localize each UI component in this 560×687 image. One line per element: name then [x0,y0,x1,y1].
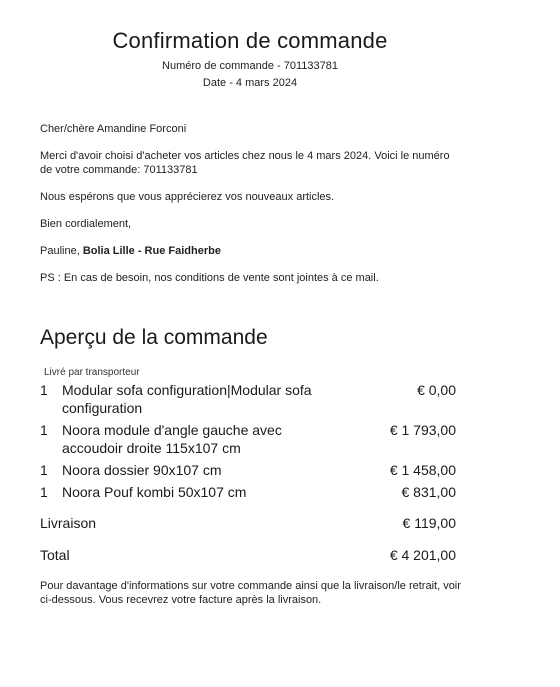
order-date: Date - 4 mars 2024 [202,77,298,89]
list-item [40,381,460,417]
thanks-paragraph: Merci d'avoir choisi d'acheter vos articles chez nous le 4 mars 2024. Voici le numéro de votre commande: 701133781 [40,150,450,176]
signature-name: Pauline, [40,245,80,257]
order-items [40,381,460,505]
letter-body [40,122,460,298]
closing: Bien cordialement, [40,218,132,230]
item-name: Noora module d'angle gauche avec accoudoir droite 115x107 cm [62,422,282,456]
greeting: Cher/chère Amandine Forconi [40,123,187,135]
list-item [40,483,460,501]
list-item [40,461,460,479]
item-qty: 1 [40,484,48,500]
shipping-method: Livré par transporteur [44,367,140,378]
delivery-label: Livraison [40,515,97,531]
item-price: € 0,00 [417,382,456,398]
total-price: € 4 201,00 [389,547,456,563]
total-label: Total [40,547,70,563]
overview-title: Aperçu de la commande [40,326,268,349]
signature-store: Bolia Lille - Rue Faidherbe [82,245,221,257]
total-row [40,547,456,563]
delivery-price: € 119,00 [402,515,456,531]
item-qty: 1 [40,462,48,478]
item-qty: 1 [40,422,48,438]
list-item [40,421,460,457]
item-price: € 1 793,00 [389,422,456,438]
hope-paragraph: Nous espérons que vous apprécierez vos nouveaux articles. [40,191,335,203]
page-title: Confirmation de commande [112,28,388,53]
item-name: Modular sofa configuration|Modular sofa configuration [62,382,312,416]
order-number: Numéro de commande - 701133781 [162,60,338,72]
order-header [0,28,500,89]
delivery-row [40,515,456,531]
item-qty: 1 [40,382,48,398]
item-name: Noora Pouf kombi 50x107 cm [62,484,247,500]
item-price: € 831,00 [401,484,456,500]
ps-note: PS : En cas de besoin, nos conditions de vente sont jointes à ce mail. [40,272,379,284]
item-name: Noora dossier 90x107 cm [62,462,222,478]
item-price: € 1 458,00 [389,462,456,478]
signature [40,244,460,258]
footer-note: Pour davantage d'informations sur votre commande ainsi que la livraison/le retrait, voir ci-dessous. Vous recevrez votre facture après la livraison. [40,580,461,606]
